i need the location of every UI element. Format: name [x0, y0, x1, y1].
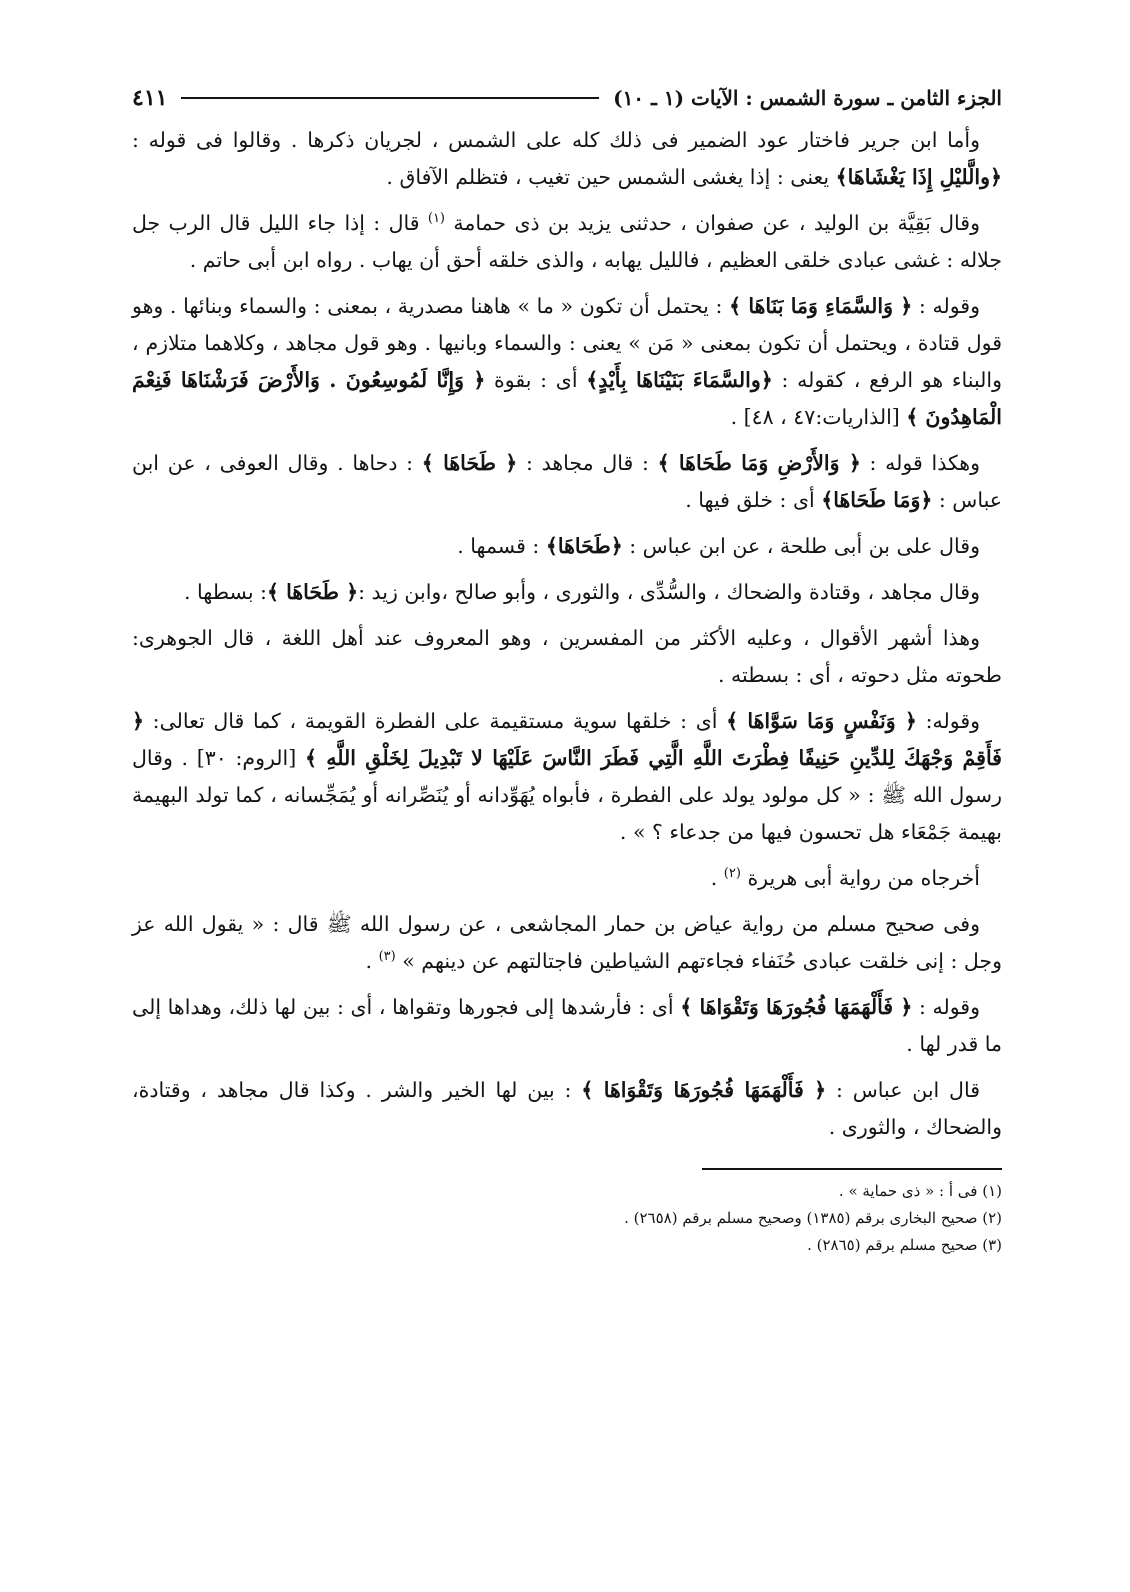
quran-quote: ﴿ طَحَاهَا ﴾	[421, 451, 518, 475]
paragraph	[132, 906, 1002, 980]
paragraph	[132, 989, 1002, 1063]
paragraph-text: قال ابن عباس :	[826, 1078, 980, 1102]
paragraph-text: : بين لها الخير والشر . وكذا قال مجاهد ، وقتادة، والضحاك ، والثورى .	[132, 1078, 1002, 1139]
paragraph-text: [الذاريات:٤٧ ، ٤٨] .	[730, 405, 907, 429]
quran-quote: ﴿ وَإِنَّا لَمُوسِعُونَ . وَالأَرْضَ فَرَشْنَاهَا فَنِعْمَ الْمَاهِدُونَ ﴾	[132, 368, 1002, 429]
paragraph-text: وقال على بن أبى طلحة ، عن ابن عباس :	[622, 534, 980, 558]
paragraph	[132, 860, 1002, 897]
header-rule	[181, 97, 599, 99]
footnote: (١) فى أ : « ذى حماية » .	[838, 1182, 1002, 1200]
paragraph-text: : دحاها . وقال العوفى ، عن ابن عباس :	[132, 451, 1002, 512]
footnote-marker: (٢)	[723, 866, 741, 882]
quran-quote: ﴿ وَالسَّمَاءِ وَمَا بَنَاهَا ﴾	[729, 294, 913, 318]
paragraph-text: وقال بَقِيَّة بن الوليد ، عن صفوان ، حدثنى يزيد بن ذى حمامة	[445, 211, 980, 235]
paragraph-text: وقوله:	[916, 709, 981, 733]
paragraph	[132, 574, 1002, 611]
paragraph-text: يعنى : إذا يغشى الشمس حين تغيب ، فتظلم الآفاق .	[386, 165, 836, 189]
paragraph-text: وقال مجاهد ، وقتادة والضحاك ، والسُّدِّى ، والثورى ، وأبو صالح ،وابن زيد :	[358, 580, 980, 604]
paragraph-text: .	[710, 866, 724, 890]
paragraph-text: وهكذا قوله :	[860, 451, 980, 475]
paragraph	[132, 288, 1002, 436]
paragraph-text: : يحتمل أن تكون « ما » هاهنا مصدرية ، بمعنى : والسماء وبنائها . وهو قول قتادة ، ويحتمل أن تكون بمعنى « مَن » يعنى : والسماء وبانيها . وهو قول مجاهد ، وكلاهما متلازم ، والبناء هو الرفع ، كقوله :	[132, 294, 1002, 392]
paragraph-text: وفى صحيح مسلم من رواية عياض بن حمار المجاشعى ، عن رسول الله ﷺ قال : « يقول الله عز وجل : إنى خلقت عبادى حُنَفاء فجاءتهم الشياطين فاجتالتهم عن دينهم »	[132, 912, 1002, 973]
footnote-separator	[702, 1168, 1002, 1170]
book-page	[132, 80, 1002, 1259]
paragraph-text: أى : فأرشدها إلى فجورها وتقواها ، أى : بين لها ذلك، وهداها إلى ما قدر لها .	[132, 995, 1002, 1056]
paragraph-text: وأما ابن جرير فاختار عود الضمير فى ذلك كله على الشمس ، لجريان ذكرها . وقالوا فى قوله :	[132, 128, 980, 152]
paragraph-text: [الروم: ٣٠] . وقال رسول الله ﷺ : « كل مولود يولد على الفطرة ، فأبواه يُهَوِّدانه أو يُنَصِّرانه أو يُمَجِّسانه ، كما تولد البهيمة بهيمة جَمْعَاء هل تحسون فيها من جدعاء ؟ » .	[132, 746, 1002, 844]
footnotes	[132, 1178, 1002, 1259]
paragraph	[132, 445, 1002, 519]
quran-quote: ﴿طَحَاهَا﴾	[545, 534, 623, 558]
footnote: (٢) صحيح البخارى برقم (١٣٨٥) وصحيح مسلم برقم (٢٦٥٨) .	[624, 1209, 1002, 1227]
quran-quote: ﴿ وَنَفْسٍ وَمَا سَوَّاهَا ﴾	[726, 709, 917, 733]
quran-quote: ﴿ فَأَقِمْ وَجْهَكَ لِلدِّينِ حَنِيفًا فِطْرَتَ اللَّهِ الَّتِي فَطَرَ النَّاسَ عَلَيْهَا لا تَبْدِيلَ لِخَلْقِ اللَّهِ ﴾	[132, 709, 1002, 770]
quran-quote: ﴿وَمَا طَحَاهَا﴾	[821, 488, 933, 512]
paragraph	[132, 528, 1002, 565]
header-title: الجزء الثامن ـ سورة الشمس : الآيات (١ ـ ١٠)	[613, 86, 1002, 110]
paragraph-text: : قال مجاهد :	[517, 451, 658, 475]
paragraph-text: أخرجاه من رواية أبى هريرة	[740, 866, 980, 890]
paragraph-text: أى : خلق فيها .	[685, 488, 822, 512]
paragraph-text: أى : خلقها سوية مستقيمة على الفطرة القويمة ، كما قال تعالى:	[144, 709, 727, 733]
paragraph	[132, 205, 1002, 279]
footnote: (٣) صحيح مسلم برقم (٢٨٦٥) .	[807, 1236, 1002, 1254]
paragraph-text: .	[365, 949, 379, 973]
quran-quote: ﴿ طَحَاهَا ﴾	[266, 580, 359, 604]
paragraph	[132, 703, 1002, 851]
quran-quote: ﴿والَّليْلِ إِذَا يَغْشَاهَا﴾	[835, 165, 1002, 189]
paragraph-text: قال : إذا جاء الليل قال الرب جل جلاله : غشى عبادى خلقى العظيم ، فالليل يهابه ، والذى خلقه أحق أن يهاب . رواه ابن أبى حاتم .	[132, 211, 1002, 272]
paragraph	[132, 122, 1002, 196]
footnote-marker: (٣)	[378, 949, 396, 965]
paragraph	[132, 1072, 1002, 1146]
paragraph-text: : قسمها .	[457, 534, 546, 558]
quran-quote: ﴿والسَّمَاءَ بَنَيْنَاهَا بِأَيْدٍ﴾	[586, 368, 773, 392]
running-header	[132, 80, 1002, 116]
footnote-marker: (١)	[427, 211, 445, 227]
page-number: ٤١١	[132, 85, 168, 111]
paragraph-text: : بسطها .	[183, 580, 267, 604]
paragraph-text: أى : بقوة	[485, 368, 587, 392]
quran-quote: ﴿ فَأَلْهَمَهَا فُجُورَهَا وَتَقْوَاهَا ﴾	[680, 995, 913, 1019]
paragraph-text: وهذا أشهر الأقوال ، وعليه الأكثر من المفسرين ، وهو المعروف عند أهل اللغة ، قال الجوهرى: طحوته مثل دحوته ، أى : بسطته .	[132, 626, 1002, 687]
paragraph	[132, 620, 1002, 694]
quran-quote: ﴿ فَأَلْهَمَهَا فُجُورَهَا وَتَقْوَاهَا ﴾	[581, 1078, 827, 1102]
body-text	[132, 122, 1002, 1146]
paragraph-text: وقوله :	[912, 294, 980, 318]
quran-quote: ﴿ وَالأَرْضِ وَمَا طَحَاهَا ﴾	[657, 451, 861, 475]
paragraph-text: وقوله :	[912, 995, 981, 1019]
